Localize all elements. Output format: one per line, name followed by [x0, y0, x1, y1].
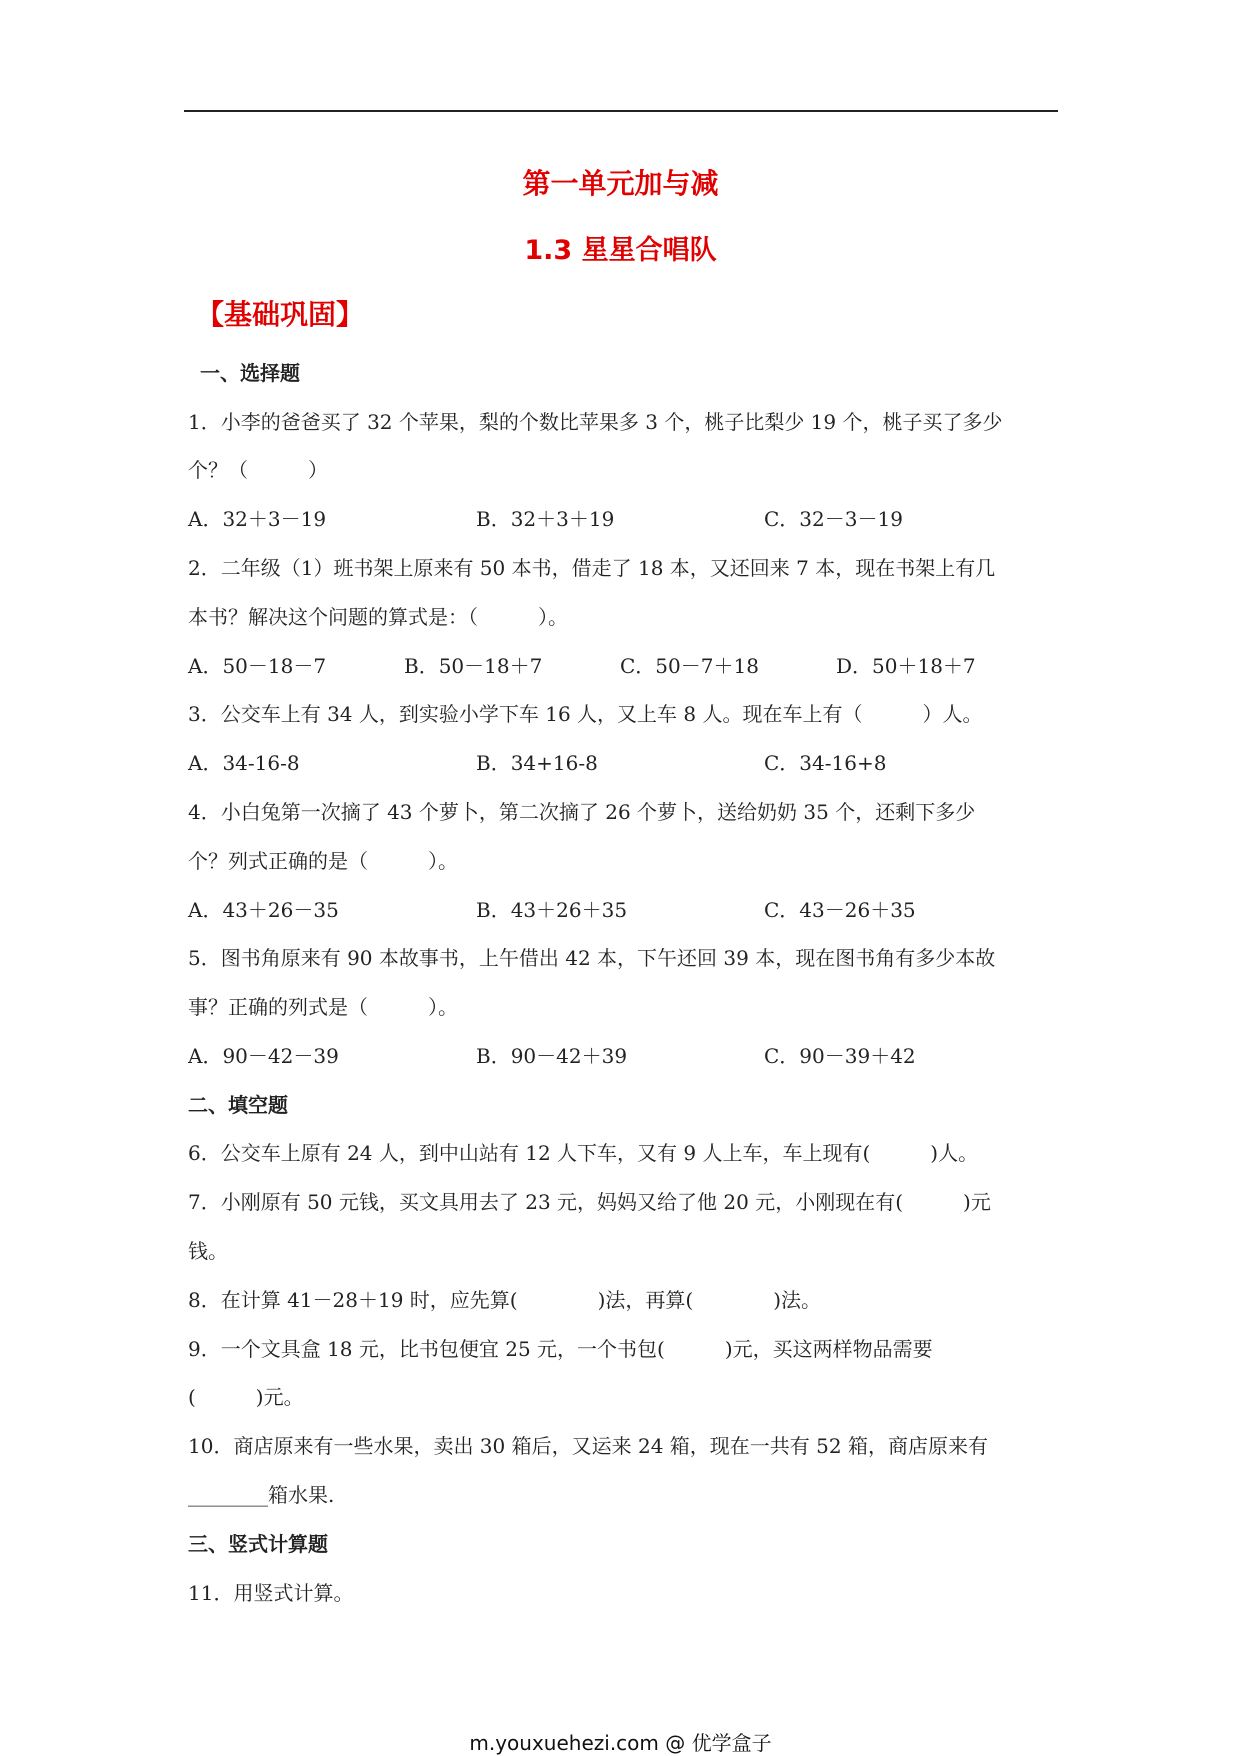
lesson-title: 1.3 星星合唱队 — [524, 235, 717, 266]
heading-vertical: 三、竖式计算题 — [188, 1532, 328, 1556]
q10-line-2: ________箱水果. — [188, 1483, 335, 1507]
q2-option-c: C．50－7＋18 — [620, 654, 759, 678]
footer-watermark: m.youxuehezi.com @ 优学盒子 — [469, 1731, 772, 1755]
q5-option-c: C．90－39＋42 — [764, 1044, 916, 1068]
q1-line-1: 1．小李的爸爸买了 32 个苹果，梨的个数比苹果多 3 个，桃子比梨少 19 个，桃子买了多少 — [188, 410, 1003, 434]
q3-option-c: C．34-16+8 — [764, 751, 887, 775]
q9-line-1: 9．一个文具盒 18 元，比书包便宜 25 元，一个书包( )元，买这两样物品需要 — [188, 1337, 933, 1361]
q1-line-2: 个？（ ） — [188, 458, 328, 482]
q6-line-1: 6．公交车上原有 24 人，到中山站有 12 人下车，又有 9 人上车，车上现有( )人。 — [188, 1141, 979, 1165]
q1-option-b: B．32＋3＋19 — [476, 507, 615, 531]
q11-line-1: 11．用竖式计算。 — [188, 1581, 354, 1605]
q3-line-1: 3．公交车上有 34 人，到实验小学下车 16 人，又上车 8 人。现在车上有（ ）人。 — [188, 702, 983, 726]
q7-line-2: 钱。 — [188, 1239, 228, 1263]
heading-choice: 一、选择题 — [200, 361, 300, 385]
q2-option-b: B．50－18＋7 — [404, 654, 543, 678]
heading-fill: 二、填空题 — [188, 1093, 288, 1117]
q9-line-2: ( )元。 — [188, 1385, 304, 1409]
q3-option-b: B．34+16-8 — [476, 751, 598, 775]
q1-option-c: C．32－3－19 — [764, 507, 903, 531]
q5-line-1: 5．图书角原来有 90 本故事书，上午借出 42 本，下午还回 39 本，现在图书角有多少本故 — [188, 946, 996, 970]
q4-option-c: C．43－26＋35 — [764, 898, 916, 922]
q4-line-2: 个？列式正确的是（ ）。 — [188, 849, 458, 873]
q10-line-1: 10．商店原来有一些水果，卖出 30 箱后，又运来 24 箱，现在一共有 52 箱，商店原来有 — [188, 1434, 988, 1458]
q8-line-1: 8．在计算 41－28＋19 时，应先算( )法，再算( )法。 — [188, 1288, 821, 1312]
q4-line-1: 4．小白兔第一次摘了 43 个萝卜，第二次摘了 26 个萝卜，送给奶奶 35 个，还剩下多少 — [188, 800, 976, 824]
unit-title: 第一单元加与减 — [522, 167, 719, 200]
q5-option-b: B．90－42＋39 — [476, 1044, 628, 1068]
q5-option-a: A．90－42－39 — [188, 1044, 339, 1068]
q1-option-a: A．32＋3－19 — [188, 507, 327, 531]
q4-option-a: A．43＋26－35 — [188, 898, 339, 922]
q2-option-d: D．50＋18＋7 — [836, 654, 976, 678]
q3-option-a: A．34-16-8 — [188, 751, 300, 775]
header-rule — [184, 110, 1058, 112]
q2-line-1: 2．二年级（1）班书架上原来有 50 本书，借走了 18 本，又还回来 7 本，现在书架上有几 — [188, 556, 996, 580]
q4-option-b: B．43＋26＋35 — [476, 898, 628, 922]
q7-line-1: 7．小刚原有 50 元钱，买文具用去了 23 元，妈妈又给了他 20 元，小刚现在有( )元 — [188, 1190, 991, 1214]
q5-line-2: 事？正确的列式是（ ）。 — [188, 995, 458, 1019]
q2-option-a: A．50－18－7 — [188, 654, 327, 678]
section-tag: 【基础巩固】 — [196, 298, 365, 331]
q2-line-2: 本书？解决这个问题的算式是：（ ）。 — [188, 605, 568, 629]
